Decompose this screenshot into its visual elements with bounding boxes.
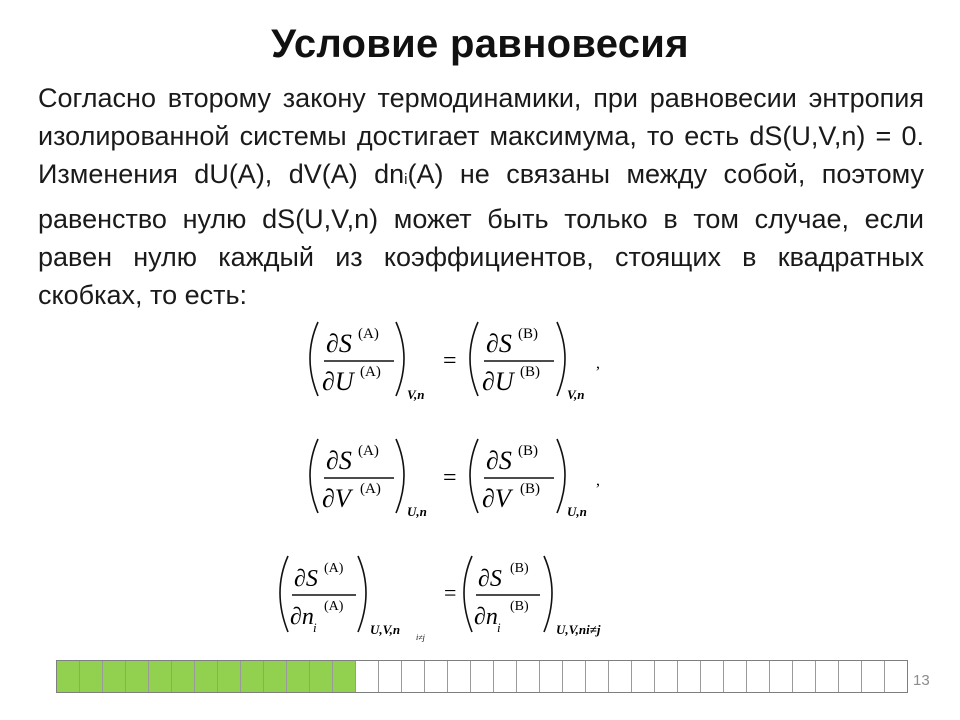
progress-cell-empty	[885, 661, 907, 692]
eq1-equals: =	[443, 348, 457, 374]
eq1-left-den: ∂U	[322, 367, 354, 396]
progress-cell-empty	[747, 661, 770, 692]
progress-cell-filled	[103, 661, 126, 692]
eq2-right-den: ∂V	[482, 484, 511, 513]
eq2-right-sub: U,n	[567, 504, 587, 519]
eq3-right-den: ∂n	[474, 604, 498, 630]
progress-cell-filled	[310, 661, 333, 692]
eq3-right-sub: U,V,ni≠j	[556, 622, 601, 637]
progress-cell-empty	[402, 661, 425, 692]
eq2-right-num: ∂S	[486, 446, 512, 475]
progress-cell-empty	[379, 661, 402, 692]
slide-progress-bar	[56, 660, 908, 693]
progress-cell-empty	[563, 661, 586, 692]
progress-cell-empty	[517, 661, 540, 692]
progress-cell-empty	[448, 661, 471, 692]
progress-cell-empty	[540, 661, 563, 692]
progress-cell-empty	[816, 661, 839, 692]
progress-cell-filled	[218, 661, 241, 692]
progress-cell-empty	[609, 661, 632, 692]
paragraph-part-1: Согласно второму закону термодинамики, при равновесии энтропия изолированной системы достигает максимума, то есть dS(U,V,n) = 0. Изменения dU(A), dV(A) dn	[38, 83, 924, 190]
eq1-left-den-sup: (A)	[360, 364, 381, 380]
eq3-left-sub: U,V,n	[370, 622, 401, 637]
eq2-right-den-sup: (B)	[520, 481, 540, 497]
eq2-left-num-sup: (A)	[358, 443, 379, 459]
eq3-right-den-sup: (B)	[510, 599, 529, 614]
equation-du	[296, 316, 626, 408]
slide-title: Условие равновесия	[271, 22, 689, 66]
progress-cell-empty	[425, 661, 448, 692]
eq2-left-sub: U,n	[407, 504, 427, 519]
eq3-left-sub-sub: i≠j	[416, 633, 425, 642]
page-number: 13	[913, 672, 930, 689]
progress-cell-empty	[471, 661, 494, 692]
eq1-left-num: ∂S	[326, 329, 352, 358]
progress-cell-empty	[494, 661, 517, 692]
progress-cell-empty	[701, 661, 724, 692]
eq3-right-den-sub: i	[497, 620, 501, 635]
progress-cell-filled	[126, 661, 149, 692]
progress-cell-empty	[793, 661, 816, 692]
progress-cell-empty	[356, 661, 379, 692]
eq3-left-num: ∂S	[294, 566, 318, 592]
progress-cell-filled	[149, 661, 172, 692]
eq3-left-den-sup: (A)	[324, 599, 344, 614]
progress-cell-empty	[678, 661, 701, 692]
eq3-left-den-sub: i	[313, 620, 317, 635]
eq2-left-num: ∂S	[326, 446, 352, 475]
progress-cell-filled	[287, 661, 310, 692]
progress-cell-empty	[862, 661, 885, 692]
eq1-left-sub: V,n	[407, 387, 425, 402]
eq3-right-num-sup: (B)	[510, 561, 529, 576]
eq1-left-num-sup: (A)	[358, 326, 379, 342]
progress-cell-filled	[57, 661, 80, 692]
progress-cell-empty	[586, 661, 609, 692]
eq3-left-num-sup: (A)	[324, 561, 344, 576]
progress-cell-empty	[632, 661, 655, 692]
progress-cell-empty	[839, 661, 862, 692]
eq1-right-num-sup: (B)	[518, 326, 538, 342]
eq2-equals: =	[443, 465, 457, 491]
eq1-trailing-comma: ,	[596, 355, 600, 372]
eq3-equals: =	[444, 580, 457, 605]
progress-cell-filled	[264, 661, 287, 692]
eq2-trailing-comma: ,	[596, 472, 600, 489]
eq3-right-num: ∂S	[478, 566, 502, 592]
progress-cell-filled	[241, 661, 264, 692]
progress-cell-filled	[195, 661, 218, 692]
progress-cell-filled	[172, 661, 195, 692]
equation-dn	[268, 550, 648, 646]
subscript-i: i	[404, 171, 408, 189]
equation-dv	[296, 433, 626, 525]
progress-cell-empty	[770, 661, 793, 692]
eq2-right-num-sup: (B)	[518, 443, 538, 459]
progress-cell-empty	[724, 661, 747, 692]
eq1-right-den: ∂U	[482, 367, 514, 396]
eq1-right-den-sup: (B)	[520, 364, 540, 380]
paragraph-part-2: (A) не связаны между собой, поэтому равенство нулю dS(U,V,n) может быть только в том случае, если равен нулю каждый из коэффициентов, стоящих в квадратных скобках, то есть:	[38, 159, 925, 311]
progress-cell-filled	[80, 661, 103, 692]
body-paragraph	[38, 79, 924, 314]
eq2-left-den-sup: (A)	[360, 481, 381, 497]
progress-cell-filled	[333, 661, 356, 692]
eq1-right-sub: V,n	[567, 387, 585, 402]
progress-cell-empty	[655, 661, 678, 692]
eq3-left-den: ∂n	[290, 604, 314, 630]
eq1-right-num: ∂S	[486, 329, 512, 358]
eq2-left-den: ∂V	[322, 484, 351, 513]
